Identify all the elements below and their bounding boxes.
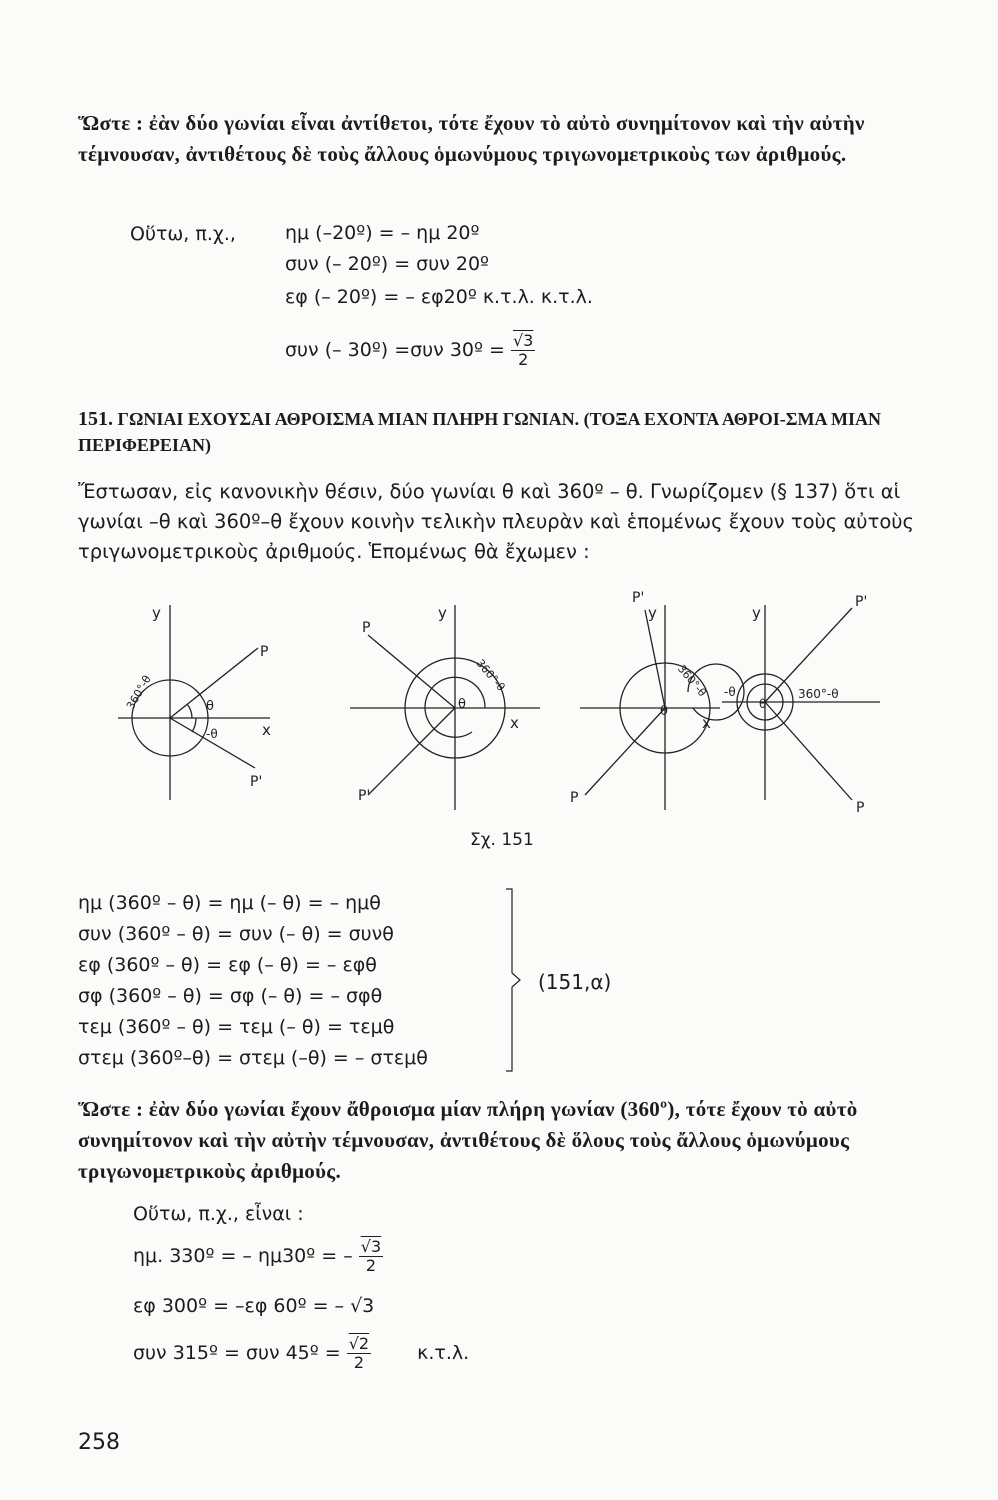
theta-label: θ	[458, 697, 466, 712]
fraction-numerator: √3	[360, 1237, 382, 1256]
minus-theta-label: -θ	[206, 727, 218, 741]
P-label: P	[260, 644, 269, 660]
examples2-label: Οὕτω, π.χ., εἶναι :	[133, 1203, 304, 1225]
fraction-denominator: 2	[365, 1256, 377, 1275]
y-label: y	[438, 604, 447, 622]
identity-row: ημ (360º – θ) = ημ (– θ) = – ημθ	[78, 892, 381, 914]
identity-row: τεμ (360º – θ) = τεμ (– θ) = τεμθ	[78, 1016, 395, 1038]
minus-theta-arc	[192, 718, 196, 732]
y-label: y	[752, 604, 761, 622]
examples2-row-3	[133, 1335, 469, 1372]
angle-360-label: 360°-θ	[123, 673, 154, 712]
y-label: y	[152, 604, 161, 622]
theta-label: θ	[206, 699, 214, 714]
identity-row: εφ (360º – θ) = εφ (– θ) = – εφθ	[78, 954, 377, 976]
section-number: 151.	[78, 408, 113, 430]
angle-360-label: 360°-θ	[798, 687, 839, 701]
examples2-row-2: εφ 300º = –εφ 60º = – √3	[133, 1295, 375, 1317]
example-row-4-fraction	[511, 332, 535, 369]
P-prime-label: P'	[855, 594, 868, 610]
examples2-row-1	[133, 1238, 383, 1275]
figure-caption: Σχ. 151	[470, 830, 534, 850]
angle-360-label: 360°-θ	[674, 662, 709, 700]
theta-label: θ	[759, 697, 767, 711]
figure-panel-3	[570, 590, 744, 810]
intro-conclusion: Ὥστε : ἐὰν δύο γωνίαι εἶναι ἀντίθετοι, τότε ἔχουν τὸ αὐτὸ συνημίτονον καὶ τὴν αὐτὴν τέμνουσαν, ἀντιθέτους δὲ τοὺς ἄλλους ὁμωνύμους τριγωνομετρικοὺς των ἀριθμούς.	[78, 111, 865, 166]
example-row-4-left: συν (– 30º) =συν 30º =	[285, 339, 505, 361]
terminal-side-P	[368, 635, 455, 708]
figure-151	[100, 590, 900, 860]
figure-panel-2	[350, 604, 540, 810]
P-prime-label: P'	[632, 590, 645, 606]
identity-row: στεμ (360º–θ) = στεμ (–θ) = – στεμθ	[78, 1047, 428, 1069]
examples2-row-1-left: ημ. 330º = – ημ30º = –	[133, 1245, 353, 1267]
P-prime-label: P'	[250, 774, 263, 790]
section-body: Ἔστωσαν, εἰς κανονικὴν θέσιν, δύο γωνίαι θ καὶ 360º – θ. Γνωρίζομεν (§ 137) ὅτι αἱ γωνίαι –θ καὶ 360º–θ ἔχουν κοινὴν τελικὴν πλευρὰν καὶ ἑπομένως ἔχουν τοὺς αὐτοὺς τριγωνομετρικοὺς ἀριθμούς. Ἑπομένως θὰ ἔχωμεν :	[78, 480, 914, 563]
y-label: y	[648, 604, 657, 622]
fraction-denominator: 2	[518, 350, 529, 369]
examples2-row-3-tail: κ.τ.λ.	[417, 1342, 470, 1364]
conclusion-2: Ὥστε : ἐὰν δύο γωνίαι ἔχουν ἄθροισμα μίαν πλήρη γωνίαν (360º), τότε ἔχουν τὸ αὐτὸ συνημίτονον καὶ τὴν αὐτὴν τέμνουσαν, ἀντιθέτους δὲ ὅλους τοὺς ἄλλους ὁμωνύμους τριγωνομετρικοὺς ἀριθμούς.	[78, 1097, 858, 1183]
identities-block	[78, 888, 428, 1074]
identities-label: (151,α)	[538, 970, 612, 994]
example-label: Οὕτω, π.χ.,	[130, 223, 236, 245]
x-label: x	[262, 721, 271, 739]
P-label: P	[570, 790, 579, 806]
identity-row: σφ (360º – θ) = σφ (– θ) = – σφθ	[78, 985, 383, 1007]
section-title: ΓΩΝΙΑΙ ΕΧΟΥΣΑΙ ΑΘΡΟΙΣΜΑ ΜΙΑΝ ΠΛΗΡΗ ΓΩΝΙΑΝ. (ΤΟΞΑ ΕΧΟΝΤΑ ΑΘΡΟΙ-ΣΜΑ ΜΙΑΝ ΠΕΡΙΦΕΡΕΙΑΝ)	[78, 409, 882, 455]
theta-arc	[187, 704, 192, 718]
fraction-numerator: √2	[348, 1334, 370, 1353]
fraction-numerator: √3	[512, 331, 534, 350]
example-row-2: συν (– 20º) = συν 20º	[285, 253, 489, 275]
page-number: 258	[78, 1430, 120, 1455]
fraction-denominator: 2	[353, 1353, 365, 1372]
terminal-side-P-prime	[645, 610, 665, 708]
theta-label: θ	[660, 704, 668, 719]
examples2-row-3-left: συν 315º = συν 45º =	[133, 1342, 341, 1364]
terminal-side-P-prime	[368, 708, 455, 795]
angle-360-label: 360°-θ	[473, 656, 508, 694]
example-row-1: ημ (–20º) = – ημ 20º	[285, 222, 480, 244]
example-row-4	[285, 332, 535, 369]
examples2-row-1-fraction	[359, 1238, 383, 1275]
figure-panel-1	[118, 604, 271, 800]
x-label: x	[702, 714, 711, 732]
identity-row: συν (360º – θ) = συν (– θ) = συνθ	[78, 923, 394, 945]
figure-panel-4	[722, 594, 880, 816]
identities-brace	[498, 885, 528, 1075]
P-label: P	[856, 800, 865, 816]
x-label: x	[510, 714, 519, 732]
section-heading	[78, 406, 938, 458]
P-prime-label: P'	[358, 788, 371, 804]
minus-theta-label: -θ	[724, 685, 736, 699]
example-row-3: εφ (– 20º) = – εφ20º κ.τ.λ. κ.τ.λ.	[285, 286, 593, 308]
P-label: P	[362, 620, 371, 636]
terminal-side-P-prime	[170, 718, 255, 768]
terminal-side-P	[765, 702, 852, 800]
examples2-row-3-fraction	[347, 1335, 371, 1372]
